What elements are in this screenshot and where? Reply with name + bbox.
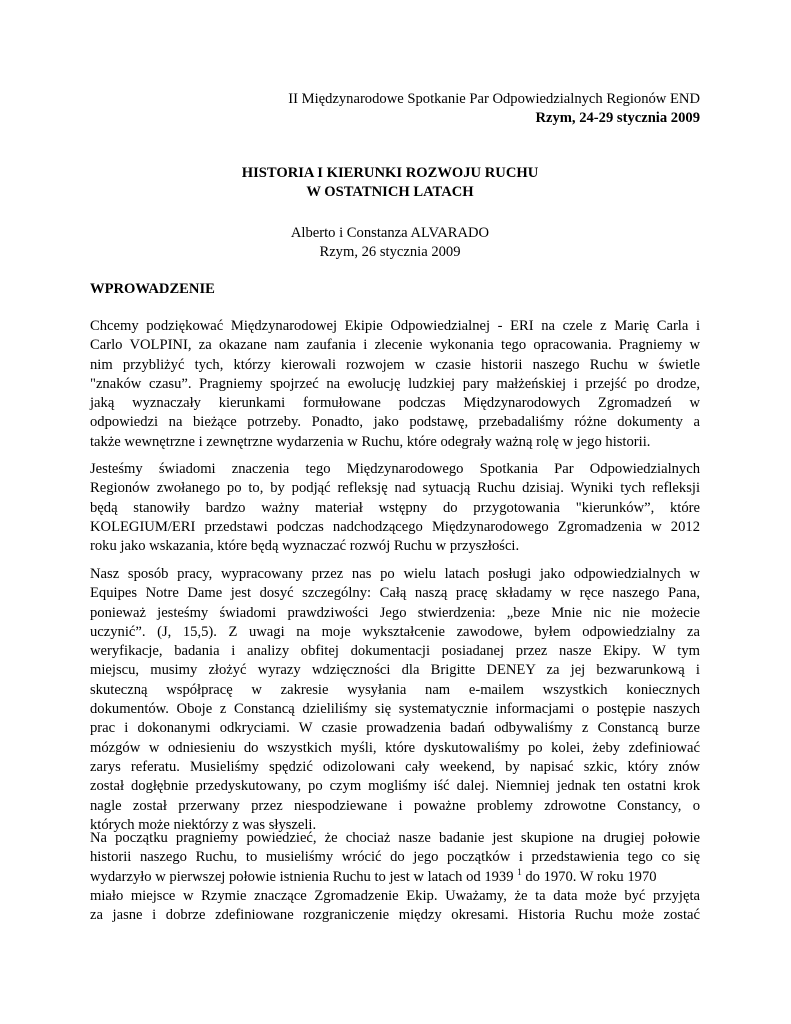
- author-names: Alberto i Constanza ALVARADO: [290, 225, 490, 241]
- text-line: odpowiedzi na bieżące potrzeby. Ponadto, jako podstawę, przebadaliśmy różne dokumenty a: [90, 414, 700, 431]
- text-line: Nasz sposób pracy, wypracowany przez nas po wielu latach posługi jako odpowiedzialnych w: [90, 566, 700, 582]
- text-line: nim przybliżyć tych, którzy kierowali rozwojem w czasie historii naszego Ruchu w świetle: [90, 356, 700, 373]
- paragraph-2: [90, 460, 700, 556]
- paragraph-1: [90, 317, 700, 452]
- text-segment: wydarzyło w pierwszej połowie istnienia Ruchu to jest w latach od 1939: [90, 868, 514, 885]
- text-line: dokumentów. Oboje z Constancą dzieliliśmy się systematycznie informacjami o postępie naszych: [90, 701, 700, 718]
- text-line: miejscu, musimy złożyć wyrazy wdzięczności dla Brigitte DENEY za jej bezwarunkową i: [90, 662, 700, 679]
- title-line-2: W OSTATNICH LATACH: [306, 184, 474, 200]
- document-title: [90, 164, 690, 202]
- document-header: [288, 90, 700, 128]
- text-line: skuteczną współpracę w zakresie wysyłania nam e-mailem wszystkich koniecznych: [90, 681, 700, 698]
- text-line: KOLEGIUM/ERI przedstawi podczas nadchodzącego Międzynarodowego Zgromadzenia w 2012: [90, 518, 700, 535]
- text-line: ponieważ jesteśmy świadomi prawdziwości Jego stwierdzenia: „beze Mnie nic nie możecie: [90, 604, 700, 621]
- text-line: roku jako wskazania, które będą wyznaczać rozwój Ruchu w przyszłości.: [90, 538, 520, 555]
- text-line: Equipes Notre Dame jest dosyć szczególny: Całą naszą pracę składamy w ręce naszego Pana,: [90, 585, 700, 602]
- text-line: których może niektórzy z was słyszeli.: [90, 816, 317, 833]
- text-line: "znaków czasu”. Pragniemy spojrzeć na ewolucję ludzkiej pary małżeńskiej i przejść po drodze,: [90, 375, 700, 392]
- text-line-with-footnote: [90, 868, 700, 887]
- text-line: historii naszego Ruchu, to musieliśmy wrócić do jego początków i przedstawienia tego co się: [90, 849, 700, 866]
- text-line: Chcemy podziękować Międzynarodowej Ekipie Odpowiedzialnej - ERI na czele z Marię Carla i: [90, 318, 700, 334]
- meeting-name: II Międzynarodowe Spotkanie Par Odpowiedzialnych Regionów END: [288, 91, 700, 107]
- text-line: uczynić”. (J, 15,5). Z uwagi na moje wykształcenie zawodowe, byłem odpowiedzialny za: [90, 623, 700, 640]
- text-line: jaką wyznaczały kierunkami formułowane podczas Międzynarodowych Zgromadzeń w: [90, 395, 700, 412]
- text-line: zarys referatu. Musieliśmy spędzić odizolowani cały weekend, by napisać szkic, który znów: [90, 758, 700, 775]
- footnote-marker[interactable]: 1: [517, 867, 522, 877]
- document-page: [90, 0, 700, 1024]
- text-segment: do 1970. W roku 1970: [525, 868, 657, 885]
- title-line-1: HISTORIA I KIERUNKI ROZWOJU RUCHU: [241, 165, 539, 181]
- text-line: został dogłębnie przedyskutowany, po czym mogliśmy iść dalej. Niemniej jednak ten ostatni krok: [90, 778, 700, 795]
- authors-block: [90, 224, 690, 262]
- author-date: Rzym, 26 stycznia 2009: [319, 244, 461, 260]
- text-line: będą stanowiły bardzo ważny materiał wstępny do przygotowania "kierunków”, które: [90, 499, 700, 516]
- text-line: za jasne i dobrze zdefiniowane rozgraniczenie między okresami. Historia Ruchu może zostać: [90, 907, 700, 924]
- text-line: także wewnętrzne i zewnętrzne wydarzenia w Ruchu, które odegrały ważną rolę w jego historii.: [90, 433, 651, 450]
- text-line: miało miejsce w Rzymie znaczące Zgromadzenie Ekip. Uważamy, że ta data może być przyjęta: [90, 887, 700, 904]
- text-line: nagle został przerwany przez niespodziewane i poważne problemy zdrowotne Constancy, o: [90, 797, 700, 814]
- meeting-place-date: Rzym, 24-29 stycznia 2009: [535, 110, 700, 126]
- text-line: Regionów zwołanego po to, by podjąć refleksję nad sytuacją Ruchu dzisiaj. Wyniki tych refleksji: [90, 480, 700, 497]
- text-line: weryfikacje, badania i analizy obfitej dokumentacji posiadanej przez nasze Ekipy. W tym: [90, 643, 700, 660]
- text-line: prac i dokonanymi odkryciami. W czasie prowadzenia badań odbywaliśmy z Constancą burze: [90, 720, 700, 737]
- text-line: Carlo VOLPINI, za okazane nam zaufania i zlecenie wykonania tego opracowania. Pragniemy w: [90, 337, 700, 354]
- text-line: Jesteśmy świadomi znaczenia tego Międzynarodowego Spotkania Par Odpowiedzialnych: [90, 461, 700, 477]
- section-heading: WPROWADZENIE: [90, 281, 215, 297]
- text-line: Na początku pragniemy powiedzieć, że chociaż nasze badanie jest skupione na drugiej połowie: [90, 830, 700, 846]
- text-line: mózgów w odniesieniu do wszystkich myśli, które dyskutowaliśmy po kolei, żeby zdefiniować: [90, 739, 700, 756]
- paragraph-3: [90, 565, 700, 835]
- paragraph-4: [90, 829, 700, 925]
